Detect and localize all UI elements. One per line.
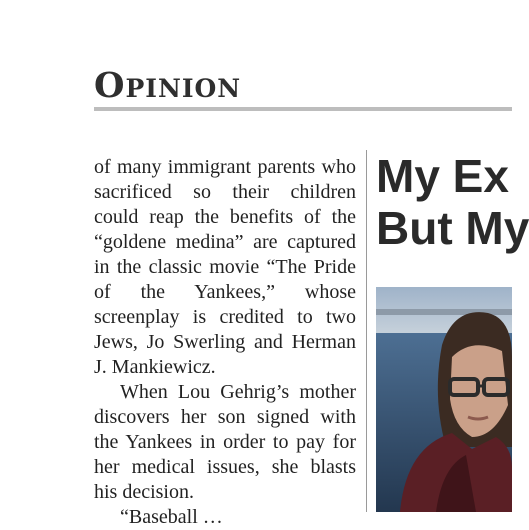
paragraph-1: of many immigrant parents who sacrificed so their children could reap the benefits of the “goldene medina” are captured in the classic movie “The Pride of the Yankees,” whose screenplay is credited to two Jews, Jo Swerling and Herman J. Mankiewicz. bbox=[94, 156, 356, 378]
article-body-column bbox=[94, 155, 356, 530]
section-title: Opinion bbox=[94, 65, 242, 106]
column-divider bbox=[366, 150, 367, 512]
article-headline bbox=[376, 150, 529, 254]
paragraph-3: “Baseball … bbox=[120, 506, 223, 528]
paragraph-2: When Lou Gehrig’s mother discovers her son signed with the Yankees in order to pay for her medical issues, she blasts his decision. bbox=[94, 381, 356, 503]
headline-line-1: My Ex bbox=[376, 150, 509, 202]
section-rule bbox=[94, 107, 512, 111]
author-photo bbox=[376, 287, 512, 512]
headline-line-2: But My bbox=[376, 202, 529, 254]
